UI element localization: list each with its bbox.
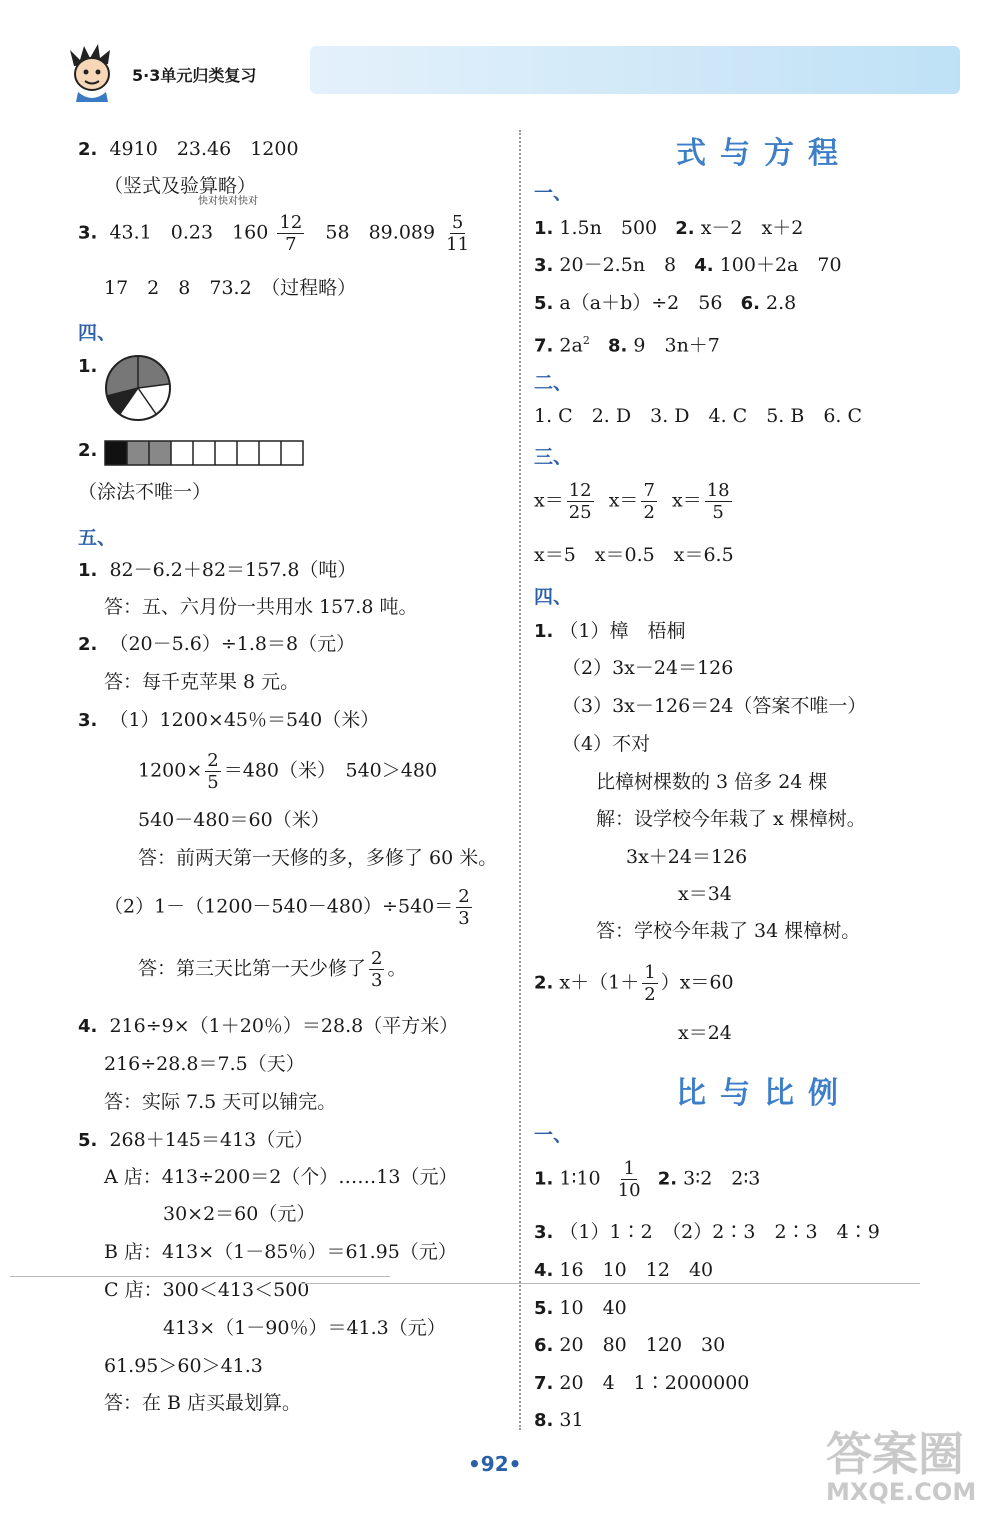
left-item-3: 3. 43.1 0.23 160 $\frac{12}{7}$ 58 89.089 $\frac{5}{11}$ (78, 212, 470, 255)
r2-row-4: 4. 16 10 12 40 (534, 1259, 714, 1281)
bar-strip-figure (104, 440, 304, 466)
page-number: •92• (468, 1452, 522, 1476)
answer-5-line2: A 店：413÷200＝2（个）……13（元） (104, 1166, 458, 1188)
r2-row-1: 1. 1∶10 $\frac{1}{10}$ 2. 3∶2 2∶3 (534, 1158, 761, 1201)
r2-row-5: 5. 10 40 (534, 1297, 627, 1319)
answer-2-line2: 答：每千克苹果 8 元。 (104, 671, 300, 693)
section-title-equations: 式与方程 (676, 136, 852, 171)
section-five: 五、 (78, 527, 117, 549)
answer-3-line2: 1200× $\frac{2}{5}$ ＝480（米） 540＞480 (138, 750, 438, 793)
answer-1-line1: 1. 82－6.2＋82＝157.8（吨） (78, 559, 357, 581)
answer-3-line3: 540－480＝60（米） (138, 809, 330, 831)
answer-4-line1: 4. 216÷9×（1＋20％）＝28.8（平方米） (78, 1015, 459, 1037)
r-section-three: 三、 (534, 446, 573, 468)
r2-row-3: 3. （1）1∶2 （2）2∶3 2∶3 4∶9 (534, 1221, 880, 1243)
scan-line-left (10, 1276, 390, 1277)
r-p1-line9: 答：学校今年栽了 34 棵樟树。 (596, 920, 861, 942)
handwritten-scribble: 快对快对快对 (198, 196, 258, 207)
answer-5-line5: C 店：300＜413＜500 (104, 1279, 310, 1301)
answer-5-line8: 答：在 B 店买最划算。 (104, 1392, 302, 1414)
r-solutions-fractions: x＝ $\frac{12}{25}$ x＝ $\frac{7}{2}$ x＝ $\frac{18}{5}$ (534, 480, 730, 523)
section-four: 四、 (78, 322, 117, 344)
r-p1-line2: （2）3x－24＝126 (562, 657, 734, 679)
q2-note: （涂法不唯一） (78, 481, 212, 503)
header-banner (310, 46, 960, 94)
r2-section-one: 一、 (534, 1124, 573, 1146)
answer-3-line6: 答：第三天比第一天少修了 $\frac{2}{3}$ 。 (138, 948, 407, 991)
r-p1-line7: 3x＋24＝126 (626, 846, 748, 868)
answer-5-line4: B 店：413×（1－85％）＝61.95（元） (104, 1241, 457, 1263)
watermark-url: MXQE.COM (826, 1478, 977, 1506)
r2-row-8: 8. 31 (534, 1409, 584, 1431)
r2-row-6: 6. 20 80 120 30 (534, 1334, 726, 1356)
left-item-2: 2. 4910 23.46 1200 (78, 138, 299, 160)
r2-row-7: 7. 20 4 1∶2000000 (534, 1372, 750, 1394)
r-p1-line5: 比樟树棵数的 3 倍多 24 棵 (596, 771, 828, 793)
answer-1-line2: 答：五、六月份一共用水 157.8 吨。 (104, 596, 418, 618)
answer-3-line1: 3. （1）1200×45％＝540（米） (78, 709, 380, 731)
answer-3-line5: （2）1－（1200－540－480）÷540＝ $\frac{2}{3}$ (104, 886, 470, 929)
watermark-logo: 答案圈 (826, 1427, 964, 1481)
left-item-2-note: （竖式及验算略） (104, 175, 257, 197)
pie-chart-figure (104, 354, 172, 422)
r-section-four: 四、 (534, 586, 573, 608)
answer-5-line1: 5. 268＋145＝413（元） (78, 1129, 314, 1151)
r-p1-line4: （4）不对 (562, 733, 651, 755)
header-title: 5·3单元归类复习 (132, 66, 257, 85)
r-p1-line1: 1. （1）樟 梧桐 (534, 620, 686, 642)
r-p2-line1: 2. x＋（1＋ $\frac{1}{2}$ ）x＝60 (534, 962, 734, 1005)
answer-4-line2: 216÷28.8＝7.5（天） (104, 1053, 305, 1075)
r-solutions-decimals: x＝5 x＝0.5 x＝6.5 (534, 544, 734, 566)
r-choice-answers: 1. C 2. D 3. D 4. C 5. B 6. C (534, 405, 863, 427)
r-section-one: 一、 (534, 182, 573, 204)
r-p1-line3: （3）3x－126＝24（答案不唯一） (562, 695, 867, 717)
r-row-2: 3. 20－2.5n 8 4. 100＋2a 70 (534, 254, 842, 276)
scan-line-right (300, 1283, 920, 1284)
answer-5-line6: 413×（1－90％）＝41.3（元） (163, 1317, 446, 1339)
r-row-3: 5. a（a＋b）÷2 56 6. 2.8 (534, 292, 797, 314)
section-title-ratio: 比与比例 (676, 1076, 852, 1111)
r-p1-line6: 解：设学校今年栽了 x 棵樟树。 (596, 808, 866, 830)
q1-number: 1. (78, 356, 98, 377)
r-row-4: 7. $2a^2$ 8. 9 3n＋7 (534, 334, 720, 357)
r-section-two: 二、 (534, 372, 573, 394)
r-row-1: 1. 1.5n 500 2. x－2 x＋2 (534, 217, 804, 239)
answer-5-line3: 30×2＝60（元） (163, 1203, 316, 1225)
left-item-3-line2: 17 2 8 73.2 （过程略） (104, 277, 357, 299)
q2-number: 2. (78, 440, 98, 461)
answer-2-line1: 2. （20－5.6）÷1.8＝8（元） (78, 633, 356, 655)
column-divider (519, 130, 521, 1430)
answer-3-line4: 答：前两天第一天修的多，多修了 60 米。 (138, 847, 498, 869)
answer-5-line7: 61.95＞60＞41.3 (104, 1355, 263, 1377)
r-p1-line8: x＝34 (678, 883, 732, 905)
answer-4-line3: 答：实际 7.5 天可以铺完。 (104, 1091, 337, 1113)
mascot-icon (64, 44, 124, 102)
r-p2-line2: x＝24 (678, 1022, 732, 1044)
